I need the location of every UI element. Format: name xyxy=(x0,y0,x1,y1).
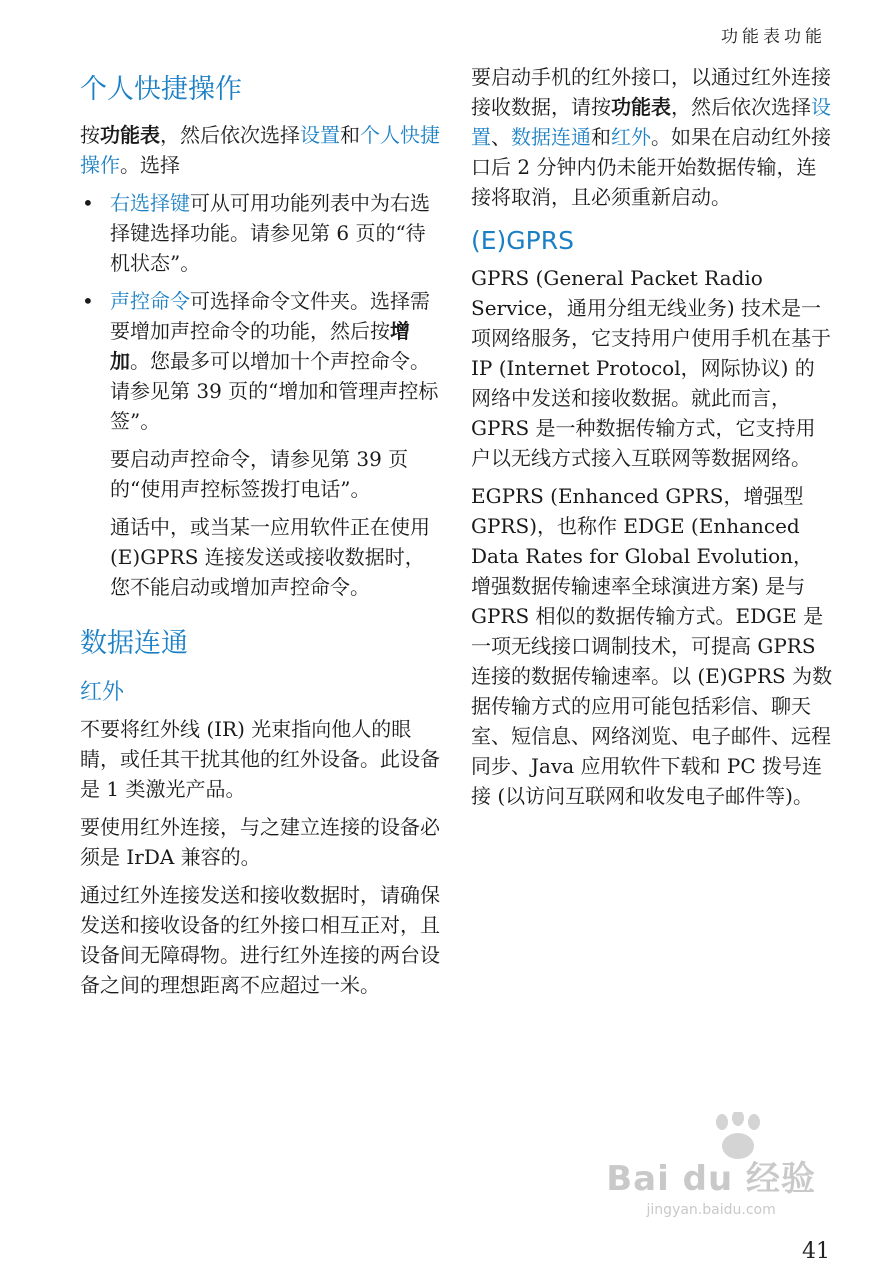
ir4-text-4: 和 xyxy=(591,125,611,149)
bullet1-text: 可从可用功能列表中为右选择键选择功能。请参见第 6 页的“待机状态”。 xyxy=(110,191,430,276)
infrared-paragraph-3: 通过红外连接发送和接收数据时，请确保发送和接收设备的红外接口相互正对，且设备间无障碍物。进行红外连接的两台设备之间的理想距离不应超过一米。 xyxy=(80,882,440,997)
gprs-paragraph-2: EGPRS (Enhanced GPRS，增强型 GPRS)，也称作 EDGE (Enhanced Data Rates for Global Evolution，增强数据传输速率全球演进方案) 是与 GPRS 相似的数据传输方式。EDGE 是一项无线接口调制技术，可提高 GPRS 连接的数据传输速率。以 (E)GPRS 为数据传输方式的应用可能包括彩信、聊天室、短信息、网络浏览、电子邮件、远程同步、Java 应用软件下载和 PC 拨号连接 (以访问互联网和收发电子邮件等)。 xyxy=(471,484,833,808)
voice-commands-term: 声控命令 xyxy=(110,289,190,314)
ir4-text-5: 。如果在启动红外接口后 2 分钟内仍未能开始数据传输，连接将取消，且必须重新启动。 xyxy=(471,125,831,209)
personal-shortcuts-term: 个人快捷操作 xyxy=(80,123,440,178)
subsection-title-egprs: (E)GPRS xyxy=(471,226,574,255)
watermark-logo: Bai du 经验 xyxy=(606,1159,816,1199)
running-header: 功能表功能 xyxy=(721,27,826,47)
subsection-title-infrared: 红外 xyxy=(80,679,125,705)
voice-command-start-paragraph: 要启动声控命令，请参见第 39 页的“使用声控标签拨打电话”。 xyxy=(110,447,409,502)
add-term: 增加 xyxy=(110,319,410,374)
section-title-personal-shortcuts: 个人快捷操作 xyxy=(80,74,242,105)
list-item-voice-commands xyxy=(80,286,440,436)
watermark-url: jingyan.baidu.com xyxy=(646,1202,776,1218)
right-selection-key-term: 右选择键 xyxy=(110,191,190,216)
voice-command-during-call-paragraph: 通话中，或当某一应用软件正在使用 (E)GPRS 连接发送或接收数据时，您不能启动或增加声控命令。 xyxy=(110,515,430,600)
intro-text-4: 。选择 xyxy=(120,153,180,178)
intro-text-1: 按 xyxy=(80,123,100,148)
infrared-paragraph-2: 要使用红外连接，与之建立连接的设备必须是 IrDA 兼容的。 xyxy=(80,814,440,869)
menu-term: 功能表 xyxy=(100,123,160,148)
gprs-paragraph-1: GPRS (General Packet Radio Service，通用分组无线业务) 技术是一项网络服务，它支持用户使用手机在基于 IP (Internet Protocol，网际协议) 的网络中发送和接收数据。就此而言，GPRS 是一种数据传输方式，它支持用户以无线方式接入互联网等数据网络。 xyxy=(471,266,831,470)
ir4-text-3: 、 xyxy=(491,125,511,149)
bullet2-text-2: 。您最多可以增加十个声控命令。请参见第 39 页的“增加和管理声控标签”。 xyxy=(110,349,439,434)
ir4-text-1: 要启动手机的红外接口，以通过红外连接接收数据，请按 xyxy=(471,65,831,119)
right-column xyxy=(471,62,833,819)
intro-paragraph xyxy=(80,120,440,180)
infrared-paragraph-4 xyxy=(471,62,833,212)
connectivity-term: 数据连通 xyxy=(511,125,591,149)
infrared-paragraph-1: 不要将红外线 (IR) 光束指向他人的眼睛，或任其干扰其他的红外设备。此设备是 1 类激光产品。 xyxy=(80,716,440,801)
baidu-watermark xyxy=(606,1151,816,1218)
left-column xyxy=(80,62,440,1008)
section-title-connectivity: 数据连通 xyxy=(80,628,188,660)
page-number: 41 xyxy=(802,1239,830,1264)
settings-term: 设置 xyxy=(300,123,340,148)
options-list xyxy=(80,188,440,436)
settings-term: 设置 xyxy=(471,95,831,149)
intro-text-3: 和 xyxy=(340,123,360,148)
bullet2-text-1: 可选择命令文件夹。选择需要增加声控命令的功能，然后按 xyxy=(110,289,430,344)
infrared-term: 红外 xyxy=(611,125,651,149)
intro-text-2: ，然后依次选择 xyxy=(160,123,300,148)
list-item-right-selection-key xyxy=(80,188,440,278)
ir4-text-2: ，然后依次选择 xyxy=(671,95,811,119)
menu-term: 功能表 xyxy=(611,95,671,119)
